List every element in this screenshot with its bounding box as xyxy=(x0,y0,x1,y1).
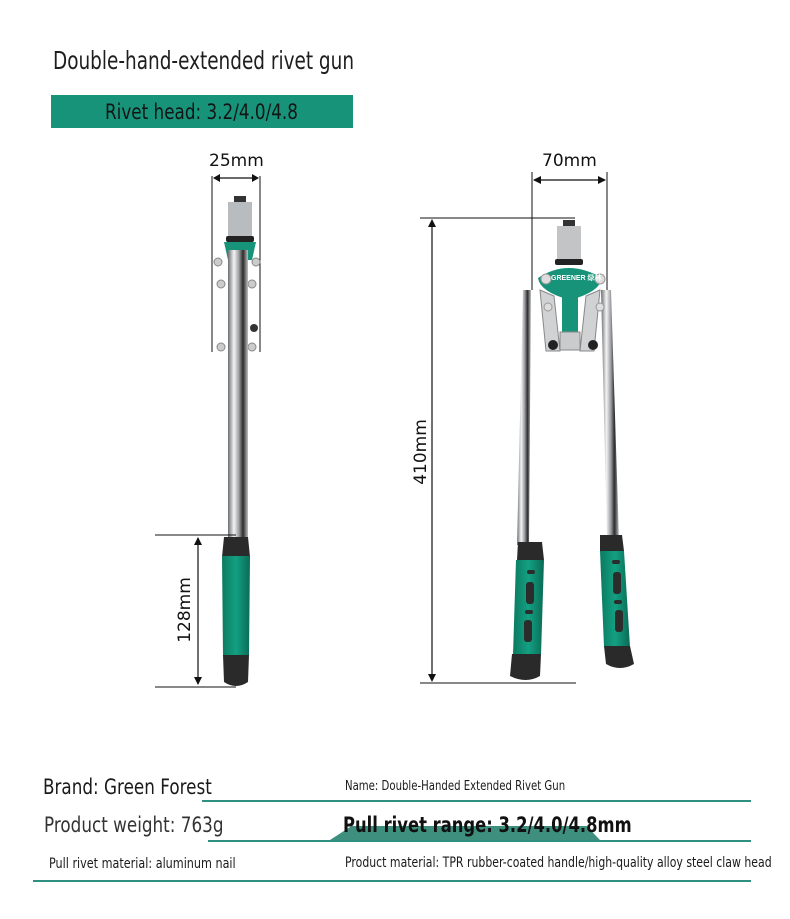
side-handle-length-label: 128mm xyxy=(174,577,195,643)
spec-weight: Product weight: 763g xyxy=(44,813,224,837)
spec-rivet-material: Pull rivet material: aluminum nail xyxy=(49,856,236,872)
front-width-label: 70mm xyxy=(542,151,597,171)
brand-logo: GREENER 绿林 xyxy=(551,275,602,282)
spec-name: Name: Double-Handed Extended Rivet Gun xyxy=(345,779,566,794)
side-width-label: 25mm xyxy=(209,151,264,171)
spec-pull-range: Pull rivet range: 3.2/4.0/4.8mm xyxy=(343,813,632,837)
page-title: Double-hand-extended rivet gun xyxy=(53,46,355,75)
divider xyxy=(33,880,751,882)
spec-product-material: Product material: TPR rubber-coated handle/high-quality alloy steel claw head xyxy=(345,855,772,871)
spec-brand: Brand: Green Forest xyxy=(43,775,212,799)
rivet-head-label: Rivet head: 3.2/4.0/4.8 xyxy=(105,100,298,124)
front-total-length-label: 410mm xyxy=(410,419,431,485)
divider xyxy=(202,800,751,802)
divider xyxy=(208,840,751,842)
